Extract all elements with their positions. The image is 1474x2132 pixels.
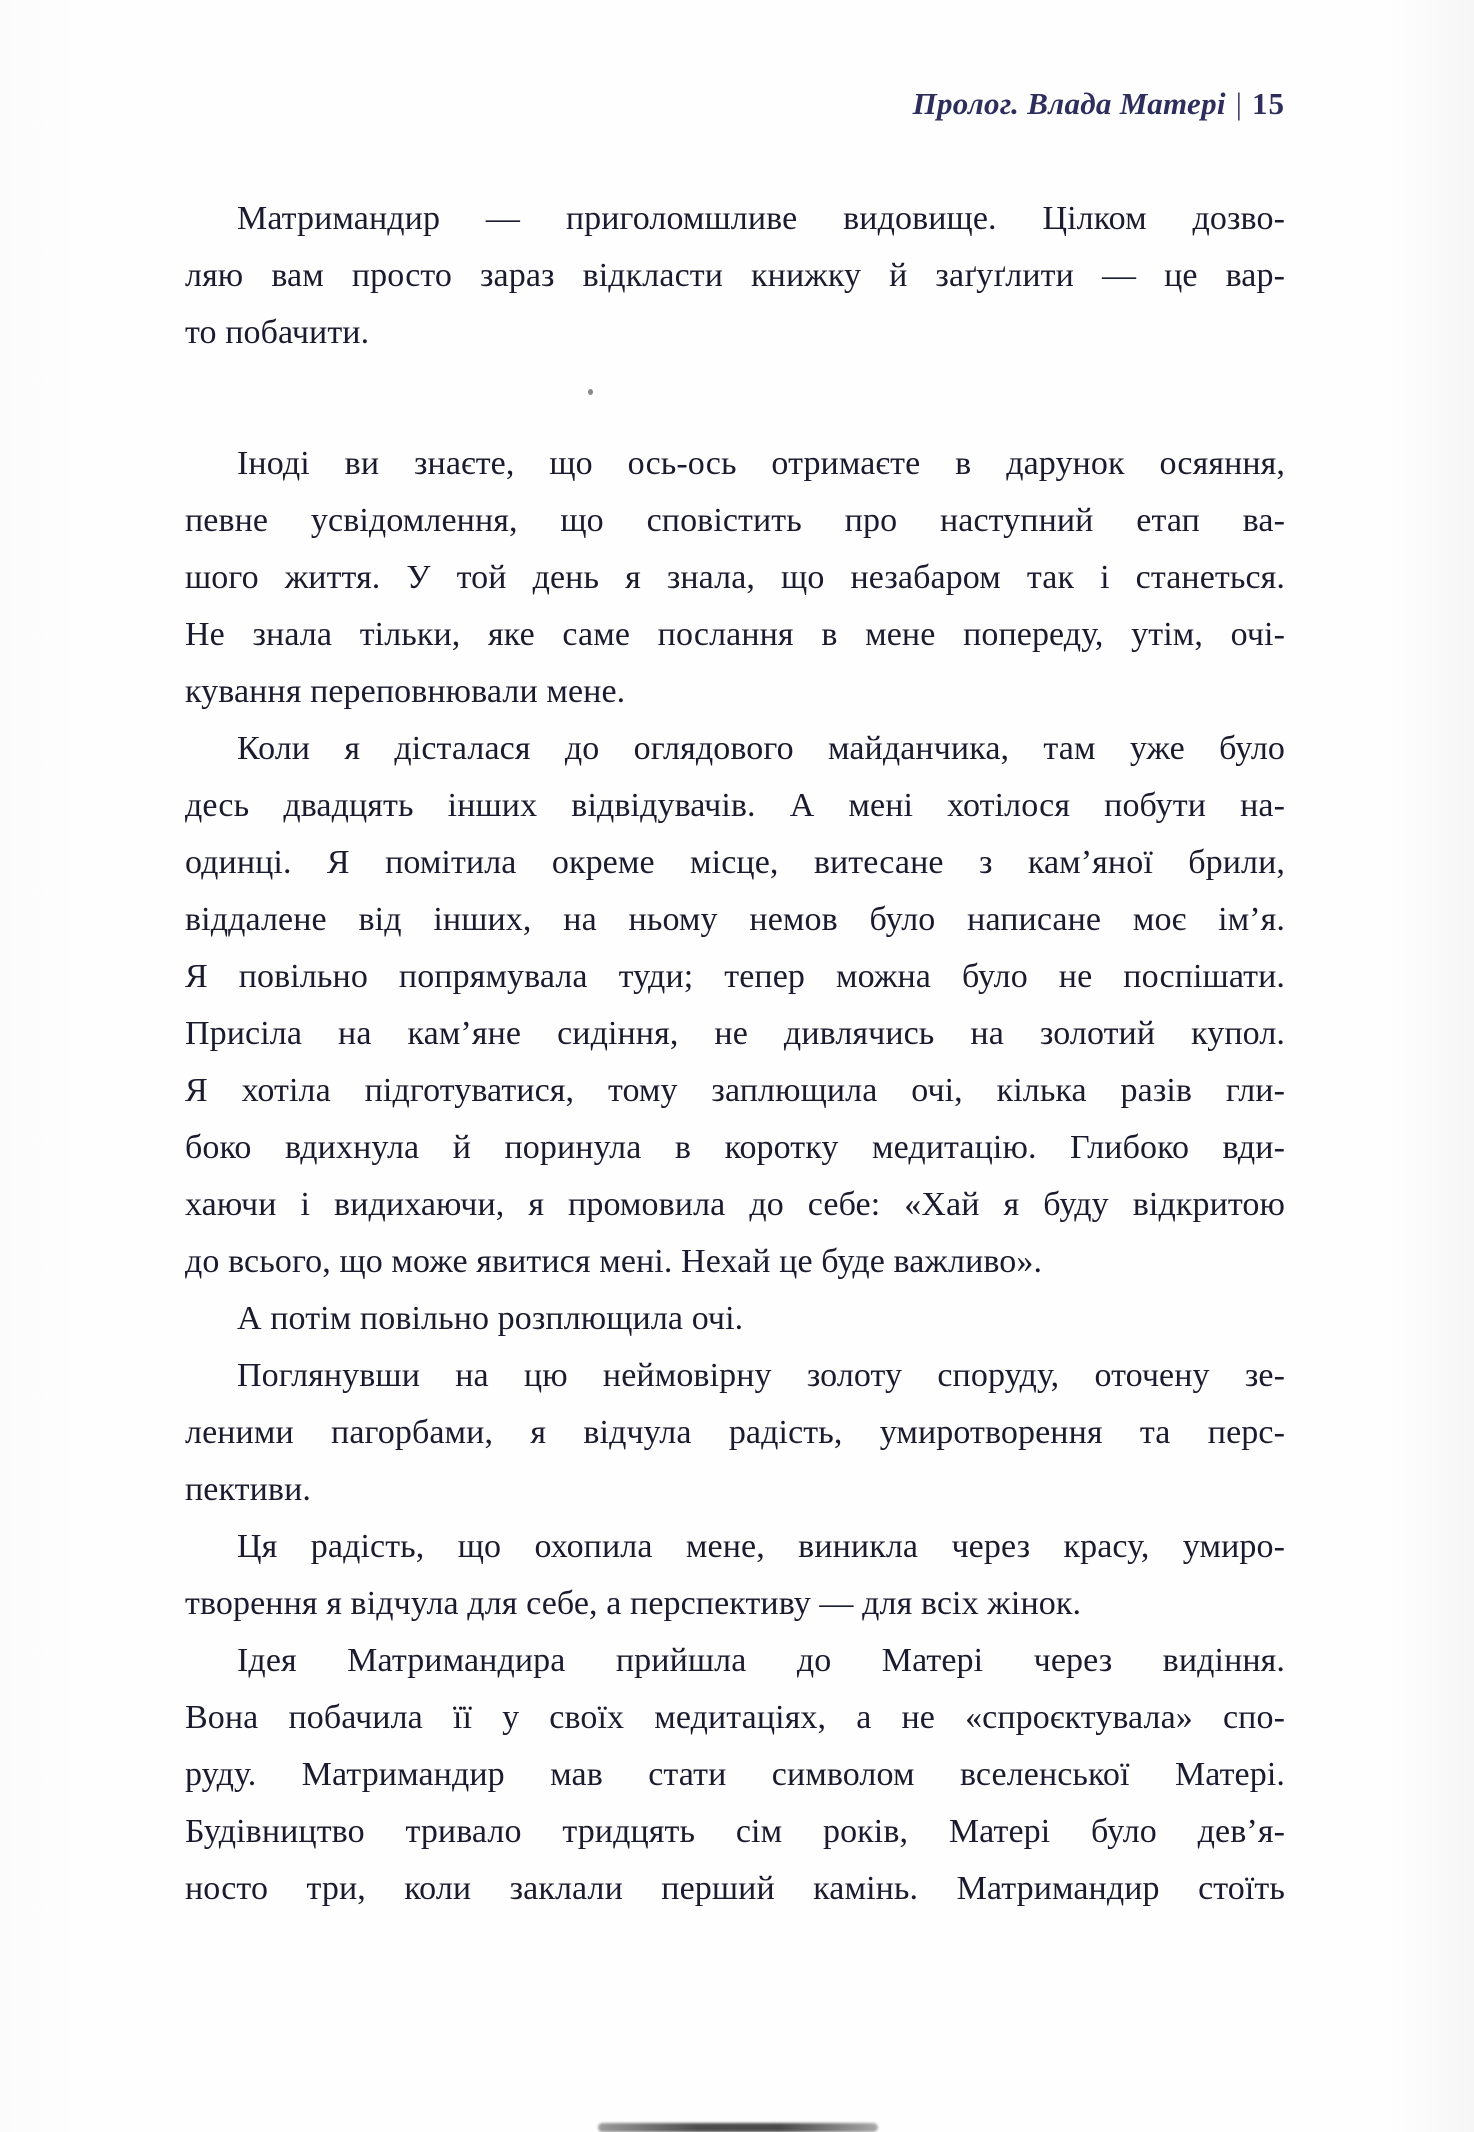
paragraph [185,190,1285,361]
text-line: Я повільно попрямувала туди; тепер можна було не поспішати. [185,958,1285,995]
chapter-title: Пролог. Влада Матері [912,86,1226,121]
paragraph [185,1347,1285,1518]
text-line: шого життя. У той день я знала, що незабаром так і станеться. [185,559,1285,596]
header-separator: | [1235,86,1242,121]
text-line: Я хотіла підготуватися, тому заплющила очі, кілька разів гли- [185,1072,1285,1109]
page-number: 15 [1252,86,1285,121]
text-line: Іноді ви знаєте, що ось-ось отримаєте в дарунок осяяння, [237,445,1285,482]
running-header [185,86,1285,122]
paragraph [185,435,1285,720]
paragraph [185,1518,1285,1632]
text-line: Не знала тільки, яке саме послання в мене попереду, утім, очі- [185,616,1285,653]
paragraph [185,1632,1285,1917]
text-line: пективи. [185,1471,311,1508]
text-line: Ідея Матримандира прийшла до Матері через видіння. [237,1642,1285,1679]
text-line: віддалене від інших, на ньому немов було написане моє ім’я. [185,901,1285,938]
text-line: хаючи і видихаючи, я промовила до себе: «Хай я буду відкритою [185,1186,1285,1223]
text-line: Будівництво тривало тридцять сім років, Матері було дев’я- [185,1813,1285,1850]
text-line: кування переповнювали мене. [185,673,626,710]
text-line: А потім повільно розплющила очі. [237,1300,744,1337]
text-line: Матримандир — приголомшливе видовище. Цілком дозво- [237,200,1285,237]
text-line: носто три, коли заклали перший камінь. Матримандир стоїть [185,1870,1285,1907]
text-line: Коли я дісталася до оглядового майданчика, там уже було [237,730,1285,767]
text-line: Вона побачила її у своїх медитаціях, а не «спроєктувала» спо- [185,1699,1285,1736]
text-line: Поглянувши на цю неймовірну золоту споруду, оточену зе- [237,1357,1285,1394]
scan-artifact-smudge [598,2123,878,2132]
paragraph [185,720,1285,1290]
text-line: Ця радість, що охопила мене, виникла через красу, умиро- [237,1528,1285,1565]
text-line: руду. Матримандир мав стати символом вселенської Матері. [185,1756,1285,1793]
text-line: до всього, що може явитися мені. Нехай це буде важливо». [185,1243,1043,1280]
scan-artifact-speck [588,389,593,395]
text-line: леними пагорбами, я відчула радість, умиротворення та перс- [185,1414,1285,1451]
text-line: одинці. Я помітила окреме місце, витесане з кам’яної брили, [185,844,1285,881]
text-line: творення я відчула для себе, а перспективу — для всіх жінок. [185,1585,1082,1622]
text-line: певне усвідомлення, що сповістить про наступний етап ва- [185,502,1285,539]
text-line: Присіла на кам’яне сидіння, не дивлячись на золотий купол. [185,1015,1285,1052]
page-body [185,190,1285,1917]
paragraph [185,1290,1285,1347]
text-line: десь двадцять інших відвідувачів. А мені хотілося побути на- [185,787,1285,824]
text-line: боко вдихнула й поринула в коротку медитацію. Глибоко вди- [185,1129,1285,1166]
text-line: то побачити. [185,314,370,351]
text-line: ляю вам просто зараз відкласти книжку й заґуґлити — це вар- [185,257,1285,294]
